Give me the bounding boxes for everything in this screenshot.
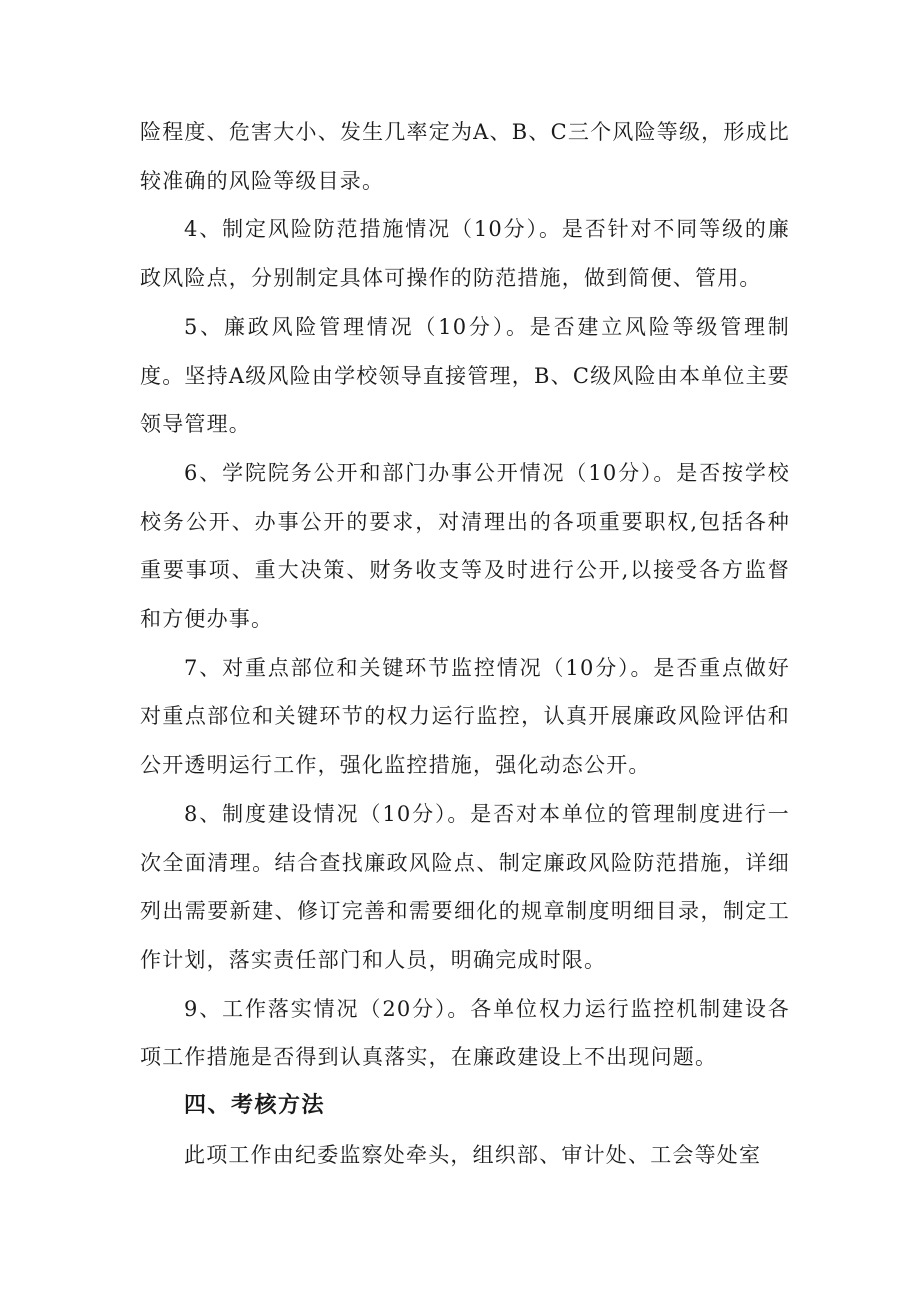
- paragraph-item-7: 7、对重点部位和关键环节监控情况（10分）。是否重点做好对重点部位和关键环节的权力运行监控，认真开展廉政风险评估和公开透明运行工作，强化监控措施，强化动态公开。: [140, 655, 790, 778]
- paragraph-item-8: 8、制度建设情况（10分）。是否对本单位的管理制度进行一次全面清理。结合查找廉政风险点、制定廉政风险防范措施，详细列出需要新建、修订完善和需要细化的规章制度明细目录，制定工作计划，落实责任部门和人员，明确完成时限。: [140, 801, 790, 972]
- section-heading: 四、考核方法: [184, 1093, 326, 1119]
- paragraph-item-6: 6、学院院务公开和部门办事公开情况（10分）。是否按学校校务公开、办事公开的要求，对清理出的各项重要职权,包括各种重要事项、重大决策、财务收支等及时进行公开,以接受各方监督和方便办事。: [140, 460, 790, 632]
- paragraph-item-9: 9、工作落实情况（20分）。各单位权力运行监控机制建设各项工作措施是否得到认真落实，在廉政建设上不出现问题。: [140, 996, 790, 1070]
- paragraph-item-5: 5、廉政风险管理情况（10分）。是否建立风险等级管理制度。坚持A级风险由学校领导直接管理，B、C级风险由本单位主要领导管理。: [140, 314, 790, 437]
- paragraph-item-4: 4、制定风险防范措施情况（10分）。是否针对不同等级的廉政风险点，分别制定具体可操作的防范措施，做到简便、管用。: [140, 217, 790, 291]
- paragraph-continuation: 险程度、危害大小、发生几率定为A、B、C三个风险等级，形成比较准确的风险等级目录。: [140, 120, 790, 193]
- paragraph-assessment-method: 此项工作由纪委监察处牵头，组织部、审计处、工会等处室: [184, 1142, 762, 1167]
- document-body: [140, 108, 790, 1179]
